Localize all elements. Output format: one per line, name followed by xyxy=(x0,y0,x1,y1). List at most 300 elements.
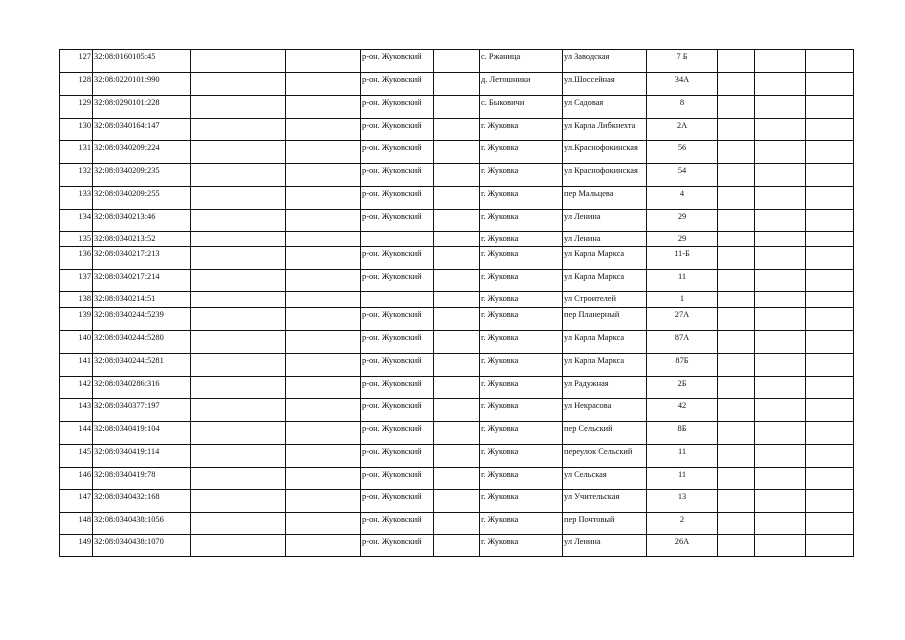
street-cell: ул Карла Маркса xyxy=(563,331,647,354)
empty-cell xyxy=(806,247,854,270)
house-number-cell: 11 xyxy=(647,445,718,468)
house-number-cell: 87А xyxy=(647,331,718,354)
empty-cell xyxy=(286,422,361,445)
district-cell: р-он. Жуковский xyxy=(361,73,434,96)
row-number-cell: 145 xyxy=(60,445,93,468)
table-row xyxy=(60,50,854,73)
empty-cell xyxy=(191,187,286,210)
empty-cell xyxy=(806,232,854,247)
empty-cell xyxy=(718,354,755,377)
empty-cell xyxy=(806,535,854,557)
empty-cell xyxy=(434,331,480,354)
settlement-cell: г. Жуковка xyxy=(480,164,563,187)
empty-cell xyxy=(434,399,480,422)
row-number-cell: 128 xyxy=(60,73,93,96)
street-cell: ул Заводская xyxy=(563,50,647,73)
empty-cell xyxy=(191,210,286,232)
cadastral-number-cell: 32:08:0340244:5239 xyxy=(93,308,191,331)
empty-cell xyxy=(755,247,806,270)
street-cell: ул Радужная xyxy=(563,377,647,399)
house-number-cell: 2Б xyxy=(647,377,718,399)
district-cell: р-он. Жуковский xyxy=(361,377,434,399)
street-cell: пер Мальцева xyxy=(563,187,647,210)
house-number-cell: 54 xyxy=(647,164,718,187)
table-row xyxy=(60,96,854,119)
empty-cell xyxy=(191,468,286,490)
row-number-cell: 134 xyxy=(60,210,93,232)
settlement-cell: г. Жуковка xyxy=(480,331,563,354)
district-cell: р-он. Жуковский xyxy=(361,331,434,354)
row-number-cell: 140 xyxy=(60,331,93,354)
empty-cell xyxy=(755,96,806,119)
row-number-cell: 143 xyxy=(60,399,93,422)
settlement-cell: г. Жуковка xyxy=(480,468,563,490)
row-number-cell: 139 xyxy=(60,308,93,331)
table-row xyxy=(60,445,854,468)
cadastral-number-cell: 32:08:0340419:78 xyxy=(93,468,191,490)
empty-cell xyxy=(806,377,854,399)
settlement-cell: г. Жуковка xyxy=(480,119,563,141)
table-row xyxy=(60,232,854,247)
cadastral-number-cell: 32:08:0340164:147 xyxy=(93,119,191,141)
empty-cell xyxy=(755,535,806,557)
row-number-cell: 144 xyxy=(60,422,93,445)
empty-cell xyxy=(755,141,806,164)
row-number-cell: 146 xyxy=(60,468,93,490)
street-cell: ул Карла Маркса xyxy=(563,247,647,270)
empty-cell xyxy=(191,490,286,513)
empty-cell xyxy=(434,354,480,377)
settlement-cell: г. Жуковка xyxy=(480,513,563,535)
empty-cell xyxy=(755,50,806,73)
empty-cell xyxy=(755,270,806,292)
district-cell: р-он. Жуковский xyxy=(361,513,434,535)
district-cell xyxy=(361,232,434,247)
district-cell: р-он. Жуковский xyxy=(361,490,434,513)
empty-cell xyxy=(718,422,755,445)
empty-cell xyxy=(286,331,361,354)
empty-cell xyxy=(755,187,806,210)
empty-cell xyxy=(718,377,755,399)
empty-cell xyxy=(718,96,755,119)
empty-cell xyxy=(434,119,480,141)
table-row xyxy=(60,377,854,399)
settlement-cell: г. Жуковка xyxy=(480,141,563,164)
empty-cell xyxy=(718,535,755,557)
empty-cell xyxy=(191,422,286,445)
empty-cell xyxy=(718,50,755,73)
empty-cell xyxy=(806,96,854,119)
settlement-cell: г. Жуковка xyxy=(480,308,563,331)
empty-cell xyxy=(755,73,806,96)
empty-cell xyxy=(191,377,286,399)
district-cell xyxy=(361,292,434,308)
empty-cell xyxy=(191,232,286,247)
cadastral-number-cell: 32:08:0340377:197 xyxy=(93,399,191,422)
table-row xyxy=(60,119,854,141)
empty-cell xyxy=(806,308,854,331)
street-cell: ул Садовая xyxy=(563,96,647,119)
district-cell: р-он. Жуковский xyxy=(361,247,434,270)
house-number-cell: 42 xyxy=(647,399,718,422)
row-number-cell: 127 xyxy=(60,50,93,73)
settlement-cell: г. Жуковка xyxy=(480,490,563,513)
row-number-cell: 133 xyxy=(60,187,93,210)
empty-cell xyxy=(806,141,854,164)
empty-cell xyxy=(755,422,806,445)
cadastral-number-cell: 32:08:0340419:104 xyxy=(93,422,191,445)
table-row xyxy=(60,141,854,164)
empty-cell xyxy=(286,164,361,187)
district-cell: р-он. Жуковский xyxy=(361,468,434,490)
street-cell: ул.Шоссейная xyxy=(563,73,647,96)
empty-cell xyxy=(286,141,361,164)
cadastral-number-cell: 32:08:0340214:51 xyxy=(93,292,191,308)
district-cell: р-он. Жуковский xyxy=(361,399,434,422)
cadastral-number-cell: 32:08:0340244:5280 xyxy=(93,331,191,354)
empty-cell xyxy=(806,399,854,422)
empty-cell xyxy=(286,119,361,141)
empty-cell xyxy=(286,513,361,535)
empty-cell xyxy=(191,513,286,535)
empty-cell xyxy=(755,308,806,331)
table-row xyxy=(60,187,854,210)
settlement-cell: г. Жуковка xyxy=(480,292,563,308)
empty-cell xyxy=(191,247,286,270)
district-cell: р-он. Жуковский xyxy=(361,141,434,164)
settlement-cell: д. Летошники xyxy=(480,73,563,96)
district-cell: р-он. Жуковский xyxy=(361,308,434,331)
row-number-cell: 137 xyxy=(60,270,93,292)
table-row xyxy=(60,422,854,445)
cadastral-number-cell: 32:08:0340217:213 xyxy=(93,247,191,270)
empty-cell xyxy=(718,187,755,210)
empty-cell xyxy=(718,119,755,141)
row-number-cell: 138 xyxy=(60,292,93,308)
house-number-cell: 7 Б xyxy=(647,50,718,73)
empty-cell xyxy=(434,308,480,331)
house-number-cell: 1 xyxy=(647,292,718,308)
empty-cell xyxy=(286,377,361,399)
empty-cell xyxy=(191,308,286,331)
empty-cell xyxy=(286,535,361,557)
empty-cell xyxy=(718,513,755,535)
empty-cell xyxy=(286,232,361,247)
table-row xyxy=(60,399,854,422)
table-row xyxy=(60,354,854,377)
cadastral-number-cell: 32:08:0220101:990 xyxy=(93,73,191,96)
empty-cell xyxy=(718,270,755,292)
empty-cell xyxy=(718,232,755,247)
empty-cell xyxy=(755,377,806,399)
row-number-cell: 142 xyxy=(60,377,93,399)
table-row xyxy=(60,468,854,490)
district-cell: р-он. Жуковский xyxy=(361,270,434,292)
table-row xyxy=(60,490,854,513)
cadastral-number-cell: 32:08:0340438:1070 xyxy=(93,535,191,557)
register-body xyxy=(60,50,854,557)
cadastral-number-cell: 32:08:0340209:255 xyxy=(93,187,191,210)
empty-cell xyxy=(286,354,361,377)
empty-cell xyxy=(286,187,361,210)
settlement-cell: г. Жуковка xyxy=(480,377,563,399)
empty-cell xyxy=(286,308,361,331)
row-number-cell: 131 xyxy=(60,141,93,164)
cadastral-number-cell: 32:08:0340438:1056 xyxy=(93,513,191,535)
street-cell: пер Планерный xyxy=(563,308,647,331)
cadastral-number-cell: 32:08:0340217:214 xyxy=(93,270,191,292)
settlement-cell: г. Жуковка xyxy=(480,210,563,232)
street-cell: ул Учительская xyxy=(563,490,647,513)
house-number-cell: 34А xyxy=(647,73,718,96)
row-number-cell: 132 xyxy=(60,164,93,187)
district-cell: р-он. Жуковский xyxy=(361,535,434,557)
district-cell: р-он. Жуковский xyxy=(361,96,434,119)
empty-cell xyxy=(434,50,480,73)
empty-cell xyxy=(718,331,755,354)
empty-cell xyxy=(718,399,755,422)
cadastral-number-cell: 32:08:0340213:46 xyxy=(93,210,191,232)
empty-cell xyxy=(755,513,806,535)
cadastral-number-cell: 32:08:0340432:168 xyxy=(93,490,191,513)
settlement-cell: г. Жуковка xyxy=(480,232,563,247)
empty-cell xyxy=(286,50,361,73)
empty-cell xyxy=(434,422,480,445)
empty-cell xyxy=(191,141,286,164)
street-cell: ул.Краснофокинская xyxy=(563,141,647,164)
empty-cell xyxy=(434,187,480,210)
empty-cell xyxy=(755,292,806,308)
empty-cell xyxy=(286,399,361,422)
empty-cell xyxy=(806,73,854,96)
table-row xyxy=(60,292,854,308)
house-number-cell: 29 xyxy=(647,232,718,247)
row-number-cell: 135 xyxy=(60,232,93,247)
house-number-cell: 11 xyxy=(647,270,718,292)
empty-cell xyxy=(434,232,480,247)
cadastral-number-cell: 32:08:0340209:235 xyxy=(93,164,191,187)
empty-cell xyxy=(191,535,286,557)
empty-cell xyxy=(286,270,361,292)
empty-cell xyxy=(286,490,361,513)
row-number-cell: 149 xyxy=(60,535,93,557)
street-cell: ул Ленина xyxy=(563,210,647,232)
cadastral-number-cell: 32:08:0340244:5281 xyxy=(93,354,191,377)
street-cell: ул Карла Маркса xyxy=(563,354,647,377)
empty-cell xyxy=(718,141,755,164)
empty-cell xyxy=(806,468,854,490)
street-cell: пер Почтовый xyxy=(563,513,647,535)
empty-cell xyxy=(755,210,806,232)
street-cell: ул Ленина xyxy=(563,232,647,247)
empty-cell xyxy=(755,399,806,422)
empty-cell xyxy=(718,445,755,468)
empty-cell xyxy=(434,141,480,164)
table-row xyxy=(60,513,854,535)
empty-cell xyxy=(434,164,480,187)
row-number-cell: 136 xyxy=(60,247,93,270)
empty-cell xyxy=(806,422,854,445)
house-number-cell: 29 xyxy=(647,210,718,232)
table-row xyxy=(60,270,854,292)
empty-cell xyxy=(286,445,361,468)
empty-cell xyxy=(718,247,755,270)
street-cell: ул Краснофокинская xyxy=(563,164,647,187)
empty-cell xyxy=(718,490,755,513)
empty-cell xyxy=(718,468,755,490)
house-number-cell: 27А xyxy=(647,308,718,331)
street-cell: пер Сельский xyxy=(563,422,647,445)
empty-cell xyxy=(755,119,806,141)
settlement-cell: г. Жуковка xyxy=(480,354,563,377)
empty-cell xyxy=(434,377,480,399)
district-cell: р-он. Жуковский xyxy=(361,354,434,377)
empty-cell xyxy=(191,354,286,377)
empty-cell xyxy=(286,73,361,96)
row-number-cell: 141 xyxy=(60,354,93,377)
empty-cell xyxy=(191,73,286,96)
cadastral-number-cell: 32:08:0160105:45 xyxy=(93,50,191,73)
empty-cell xyxy=(191,292,286,308)
house-number-cell: 87Б xyxy=(647,354,718,377)
empty-cell xyxy=(434,96,480,119)
empty-cell xyxy=(434,247,480,270)
house-number-cell: 26А xyxy=(647,535,718,557)
empty-cell xyxy=(755,331,806,354)
district-cell: р-он. Жуковский xyxy=(361,422,434,445)
street-cell: ул Некрасова xyxy=(563,399,647,422)
house-number-cell: 11 xyxy=(647,468,718,490)
empty-cell xyxy=(286,210,361,232)
settlement-cell: с. Ржаница xyxy=(480,50,563,73)
table-row xyxy=(60,73,854,96)
empty-cell xyxy=(434,73,480,96)
empty-cell xyxy=(286,96,361,119)
empty-cell xyxy=(755,445,806,468)
empty-cell xyxy=(806,292,854,308)
row-number-cell: 148 xyxy=(60,513,93,535)
empty-cell xyxy=(806,331,854,354)
row-number-cell: 147 xyxy=(60,490,93,513)
empty-cell xyxy=(806,119,854,141)
table-row xyxy=(60,210,854,232)
empty-cell xyxy=(755,232,806,247)
empty-cell xyxy=(718,73,755,96)
settlement-cell: г. Жуковка xyxy=(480,445,563,468)
empty-cell xyxy=(755,468,806,490)
street-cell: ул Карла Либкнехта xyxy=(563,119,647,141)
cadastral-number-cell: 32:08:0340286:316 xyxy=(93,377,191,399)
house-number-cell: 2А xyxy=(647,119,718,141)
empty-cell xyxy=(718,308,755,331)
table-row xyxy=(60,308,854,331)
row-number-cell: 129 xyxy=(60,96,93,119)
empty-cell xyxy=(806,354,854,377)
empty-cell xyxy=(191,50,286,73)
district-cell: р-он. Жуковский xyxy=(361,164,434,187)
empty-cell xyxy=(286,247,361,270)
settlement-cell: с. Быковичи xyxy=(480,96,563,119)
empty-cell xyxy=(191,164,286,187)
empty-cell xyxy=(434,535,480,557)
empty-cell xyxy=(718,292,755,308)
empty-cell xyxy=(806,210,854,232)
empty-cell xyxy=(806,164,854,187)
settlement-cell: г. Жуковка xyxy=(480,187,563,210)
empty-cell xyxy=(718,210,755,232)
empty-cell xyxy=(434,513,480,535)
empty-cell xyxy=(806,490,854,513)
empty-cell xyxy=(434,468,480,490)
settlement-cell: г. Жуковка xyxy=(480,270,563,292)
empty-cell xyxy=(434,490,480,513)
empty-cell xyxy=(286,468,361,490)
cadastral-number-cell: 32:08:0290101:228 xyxy=(93,96,191,119)
settlement-cell: г. Жуковка xyxy=(480,422,563,445)
empty-cell xyxy=(755,354,806,377)
street-cell: ул Сельская xyxy=(563,468,647,490)
empty-cell xyxy=(286,292,361,308)
house-number-cell: 13 xyxy=(647,490,718,513)
empty-cell xyxy=(755,164,806,187)
table-row xyxy=(60,331,854,354)
house-number-cell: 11-Б xyxy=(647,247,718,270)
house-number-cell: 8 xyxy=(647,96,718,119)
empty-cell xyxy=(806,270,854,292)
house-number-cell: 4 xyxy=(647,187,718,210)
empty-cell xyxy=(191,96,286,119)
house-number-cell: 56 xyxy=(647,141,718,164)
property-register-table xyxy=(59,49,854,557)
table-row xyxy=(60,164,854,187)
district-cell: р-он. Жуковский xyxy=(361,119,434,141)
settlement-cell: г. Жуковка xyxy=(480,399,563,422)
empty-cell xyxy=(191,399,286,422)
empty-cell xyxy=(806,187,854,210)
empty-cell xyxy=(191,331,286,354)
cadastral-number-cell: 32:08:0340419:114 xyxy=(93,445,191,468)
empty-cell xyxy=(191,270,286,292)
empty-cell xyxy=(434,210,480,232)
settlement-cell: г. Жуковка xyxy=(480,535,563,557)
empty-cell xyxy=(191,119,286,141)
empty-cell xyxy=(434,270,480,292)
settlement-cell: г. Жуковка xyxy=(480,247,563,270)
house-number-cell: 2 xyxy=(647,513,718,535)
empty-cell xyxy=(434,445,480,468)
row-number-cell: 130 xyxy=(60,119,93,141)
street-cell: переулок Сельский xyxy=(563,445,647,468)
empty-cell xyxy=(191,445,286,468)
empty-cell xyxy=(806,513,854,535)
street-cell: ул Ленина xyxy=(563,535,647,557)
table-row xyxy=(60,247,854,270)
street-cell: ул Строителей xyxy=(563,292,647,308)
house-number-cell: 8Б xyxy=(647,422,718,445)
district-cell: р-он. Жуковский xyxy=(361,210,434,232)
empty-cell xyxy=(434,292,480,308)
empty-cell xyxy=(718,164,755,187)
empty-cell xyxy=(755,490,806,513)
district-cell: р-он. Жуковский xyxy=(361,445,434,468)
district-cell: р-он. Жуковский xyxy=(361,187,434,210)
empty-cell xyxy=(806,50,854,73)
table-row xyxy=(60,535,854,557)
cadastral-number-cell: 32:08:0340213:52 xyxy=(93,232,191,247)
street-cell: ул Карла Маркса xyxy=(563,270,647,292)
empty-cell xyxy=(806,445,854,468)
cadastral-number-cell: 32:08:0340209:224 xyxy=(93,141,191,164)
